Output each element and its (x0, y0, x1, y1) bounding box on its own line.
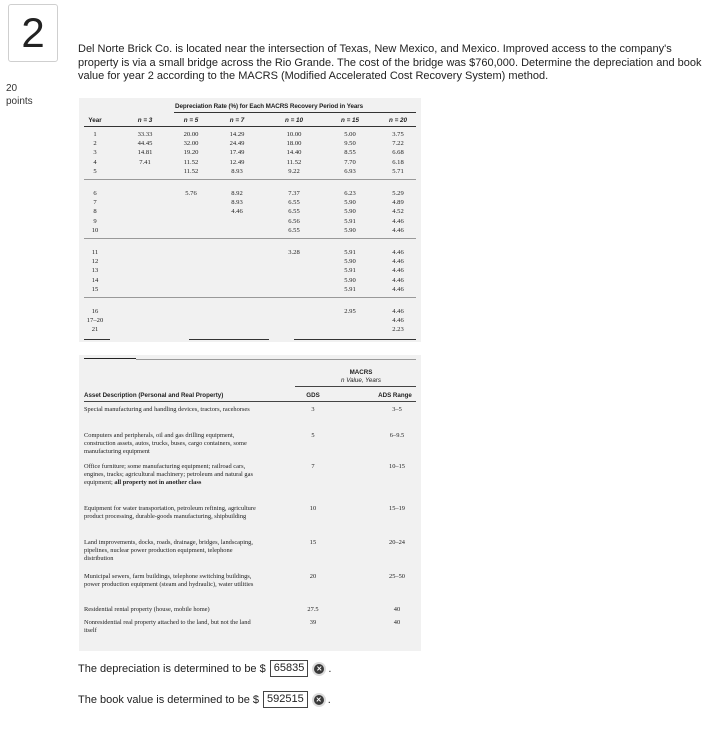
asset-description-bold: all property not in another class (114, 478, 202, 486)
rate-period-header: n = 7 (229, 117, 245, 124)
macrs-header (341, 369, 381, 385)
rate-value-cell: 4.46 (392, 308, 404, 315)
rate-value-cell: 14.81 (137, 149, 153, 157)
asset-description (84, 406, 262, 414)
rate-value-cell: 4.89 (392, 199, 404, 207)
asset-header-rule (84, 401, 416, 402)
rate-value-cell: 5.90 (344, 226, 356, 234)
rate-value-cell: 3.75 (392, 131, 404, 138)
rate-value-cell: 6.55 (288, 199, 300, 207)
depreciation-answer (78, 660, 331, 677)
rate-year-cell: 2 (93, 140, 97, 148)
rate-value-cell: 44.45 (137, 140, 153, 148)
rate-year-cell: 16 (91, 308, 99, 315)
asset-description (84, 463, 262, 486)
rate-value-cell: 11.52 (183, 158, 199, 166)
gds-value: 27.5 (307, 606, 319, 613)
rate-value-cell: 20.00 (183, 131, 199, 138)
rate-value-cell: 4.46 (392, 285, 404, 293)
book-value-answer (78, 691, 331, 708)
rate-value-cell: 8.55 (344, 149, 356, 157)
asset-description-text: Municipal sewers, farm buildings, telephone switching buildings, power production equipment (steam and hydraulic), water utilities (84, 573, 254, 588)
rate-value-cell: 5.90 (344, 208, 356, 216)
ads-range-value: 15–19 (389, 505, 405, 512)
rate-value-cell: 4.46 (392, 217, 404, 225)
rate-group-rule (84, 297, 416, 298)
rate-value-cell: 5.90 (344, 199, 356, 207)
rate-year-cell: 9 (93, 217, 97, 225)
rate-value-cell: 3.28 (288, 249, 300, 256)
rate-value-cell: 17.49 (229, 149, 245, 157)
rate-year-cell: 11 (91, 249, 99, 256)
rate-year-cell: 15 (91, 285, 99, 293)
rate-value-cell: 6.56 (288, 217, 300, 225)
ads-range-value: 10–15 (389, 463, 405, 470)
rate-value-cell: 6.23 (344, 190, 356, 197)
rate-bottom-rule (189, 339, 269, 340)
rate-value-cell: 5.00 (344, 131, 356, 138)
rate-value-cell: 19.20 (183, 149, 199, 157)
rate-value-cell: 4.46 (392, 267, 404, 275)
rate-value-cell: 4.46 (392, 226, 404, 234)
rate-value-cell: 6.93 (344, 167, 356, 175)
rate-period-header: n = 20 (388, 117, 408, 124)
rate-table-title: Depreciation Rate (%) for Each MACRS Recovery Period in Years (175, 103, 364, 110)
rate-value-cell: 7.41 (139, 158, 151, 166)
rate-year-cell: 3 (93, 149, 97, 157)
rate-value-cell: 6.18 (392, 158, 404, 166)
rate-value-cell: 6.55 (288, 226, 300, 234)
rate-period-header: n = 10 (284, 117, 304, 124)
asset-description-text: Land improvements, docks, roads, drainage, bridges, landscaping, pipelines, nuclear power production equipment, telephone distribution (84, 539, 253, 562)
rate-year-cell: 1 (93, 131, 97, 138)
rate-period-header: n = 15 (340, 117, 360, 124)
rate-value-cell: 32.00 (183, 140, 199, 148)
rate-group-rule (84, 238, 416, 239)
incorrect-icon: ✕ (312, 693, 326, 707)
rate-value-cell: 5.91 (344, 267, 356, 275)
rate-value-cell: 2.95 (344, 308, 356, 315)
gds-value: 20 (309, 573, 317, 580)
rate-value-cell: 8.93 (231, 167, 243, 175)
asset-description-text: Special manufacturing and handling devices, tractors, racehorses (84, 406, 250, 413)
rate-value-cell: 4.46 (231, 208, 243, 216)
rate-value-cell: 5.76 (185, 190, 197, 197)
ads-range-value: 6–9.5 (389, 432, 405, 439)
asset-description (84, 539, 262, 562)
rate-value-cell: 4.46 (392, 258, 404, 266)
ads-range-value: 25–50 (389, 573, 405, 580)
ads-header: ADS Range (378, 392, 412, 399)
rate-year-header: Year (88, 117, 102, 124)
asset-description (84, 619, 262, 635)
rate-value-cell: 4.46 (392, 276, 404, 284)
incorrect-icon: ✕ (312, 662, 326, 676)
rate-value-cell: 14.40 (286, 149, 302, 157)
gds-value: 15 (309, 539, 317, 546)
ads-range-value: 20–24 (389, 539, 405, 546)
rate-period-header: n = 3 (137, 117, 153, 124)
gds-value: 10 (309, 505, 317, 512)
rate-value-cell: 14.29 (229, 131, 245, 138)
asset-description (84, 573, 262, 589)
ads-range-value: 3–5 (392, 406, 402, 413)
asset-description-text: Residential rental property (house, mobile home) (84, 606, 210, 613)
asset-table-top-rule (136, 359, 416, 360)
asset-description (84, 432, 262, 455)
rate-value-cell: 11.52 (183, 167, 199, 175)
asset-description (84, 505, 262, 521)
rate-value-cell: 8.92 (231, 190, 243, 197)
rate-value-cell: 6.55 (288, 208, 300, 216)
book-value-input[interactable]: 592515 (263, 691, 308, 708)
asset-table-top-bar (84, 358, 136, 359)
rate-year-cell: 21 (91, 326, 99, 334)
rate-group-rule (84, 179, 416, 180)
rate-year-cell: 10 (91, 226, 99, 234)
macrs-rate-table (79, 98, 421, 342)
rate-year-cell: 17–20 (86, 317, 104, 325)
macrs-header-rule (295, 386, 416, 387)
rate-year-cell: 4 (93, 158, 97, 166)
rate-bottom-rule (294, 339, 416, 340)
rate-value-cell: 5.91 (344, 285, 356, 293)
rate-value-cell: 4.46 (392, 249, 404, 256)
gds-value: 5 (311, 432, 315, 439)
ads-range-value: 40 (393, 619, 401, 626)
rate-year-cell: 8 (93, 208, 97, 216)
question-number: 2 (8, 4, 58, 62)
rate-value-cell: 8.93 (231, 199, 243, 207)
gds-value: 39 (309, 619, 317, 626)
rate-period-header: n = 5 (183, 117, 199, 124)
depreciation-period: . (328, 662, 332, 675)
rate-year-cell: 5 (93, 167, 97, 175)
asset-desc-header: Asset Description (Personal and Real Property) (84, 392, 224, 399)
points-value: 20 (6, 83, 18, 94)
rate-value-cell: 18.00 (286, 140, 302, 148)
rate-value-cell: 24.49 (229, 140, 245, 148)
book-value-period: . (327, 693, 331, 706)
rate-value-cell: 7.70 (344, 158, 356, 166)
rate-value-cell: 9.22 (288, 167, 300, 175)
rate-value-cell: 7.37 (288, 190, 300, 197)
rate-value-cell: 11.52 (286, 158, 302, 166)
rate-year-cell: 7 (93, 199, 97, 207)
rate-year-cell: 14 (91, 276, 99, 284)
rate-value-cell: 12.49 (229, 158, 245, 166)
macrs-header-subtitle: n Value, Years (341, 377, 381, 384)
depreciation-input[interactable]: 65835 (270, 660, 309, 677)
ads-range-value: 40 (393, 606, 401, 613)
rate-value-cell: 4.52 (392, 208, 404, 216)
gds-value: 3 (311, 406, 315, 413)
rate-bottom-rule (84, 339, 110, 340)
rate-year-cell: 12 (91, 258, 99, 266)
asset-description-text: Office furniture; some manufacturing equipment; railroad cars, engines, tracks; agricultural machinery; petroleum and natural gas equipment; (84, 463, 253, 486)
rate-value-cell: 7.22 (392, 140, 404, 148)
rate-header-rule (84, 126, 416, 127)
rate-year-cell: 6 (93, 190, 97, 197)
rate-title-rule (174, 112, 416, 113)
macrs-asset-class-table (79, 355, 421, 651)
rate-year-cell: 13 (91, 267, 99, 275)
gds-value: 7 (311, 463, 315, 470)
rate-value-cell: 2.23 (392, 326, 404, 334)
asset-description (84, 606, 262, 614)
gds-header: GDS (306, 392, 320, 399)
rate-value-cell: 5.90 (344, 258, 356, 266)
asset-description-text: Nonresidential real property attached to the land, but not the land itself (84, 619, 251, 634)
question-text: Del Norte Brick Co. is located near the intersection of Texas, New Mexico, and Mexico. Improved access to the company's property is via a small bridge across the Rio Grande. The cost of the bridge was $760,000. Determine the depreciation and book value for year 2 according to the MACRS (Modified Accelerated Cost Recovery System) method. (78, 43, 702, 82)
rate-value-cell: 5.71 (392, 167, 404, 175)
asset-description-text: Equipment for water transportation, petroleum refining, agriculture product processing, durable-goods manufacturing, shipbuilding (84, 505, 256, 520)
asset-description-text: Computers and peripherals, oil and gas drilling equipment, construction assets, autos, trucks, buses, cargo containers, some manufacturing equipment (84, 432, 247, 455)
book-value-label: The book value is determined to be $ (78, 693, 260, 706)
macrs-header-title: MACRS (349, 369, 373, 376)
rate-value-cell: 5.91 (344, 217, 356, 225)
rate-value-cell: 5.29 (392, 190, 404, 197)
points-label: points (6, 96, 33, 107)
rate-value-cell: 10.00 (286, 131, 302, 138)
rate-value-cell: 5.91 (344, 249, 356, 256)
rate-value-cell: 4.46 (392, 317, 404, 325)
rate-value-cell: 5.90 (344, 276, 356, 284)
depreciation-label: The depreciation is determined to be $ (78, 662, 266, 675)
points-indicator (6, 82, 33, 108)
rate-value-cell: 9.50 (344, 140, 356, 148)
rate-value-cell: 33.33 (137, 131, 153, 138)
rate-value-cell: 6.68 (392, 149, 404, 157)
